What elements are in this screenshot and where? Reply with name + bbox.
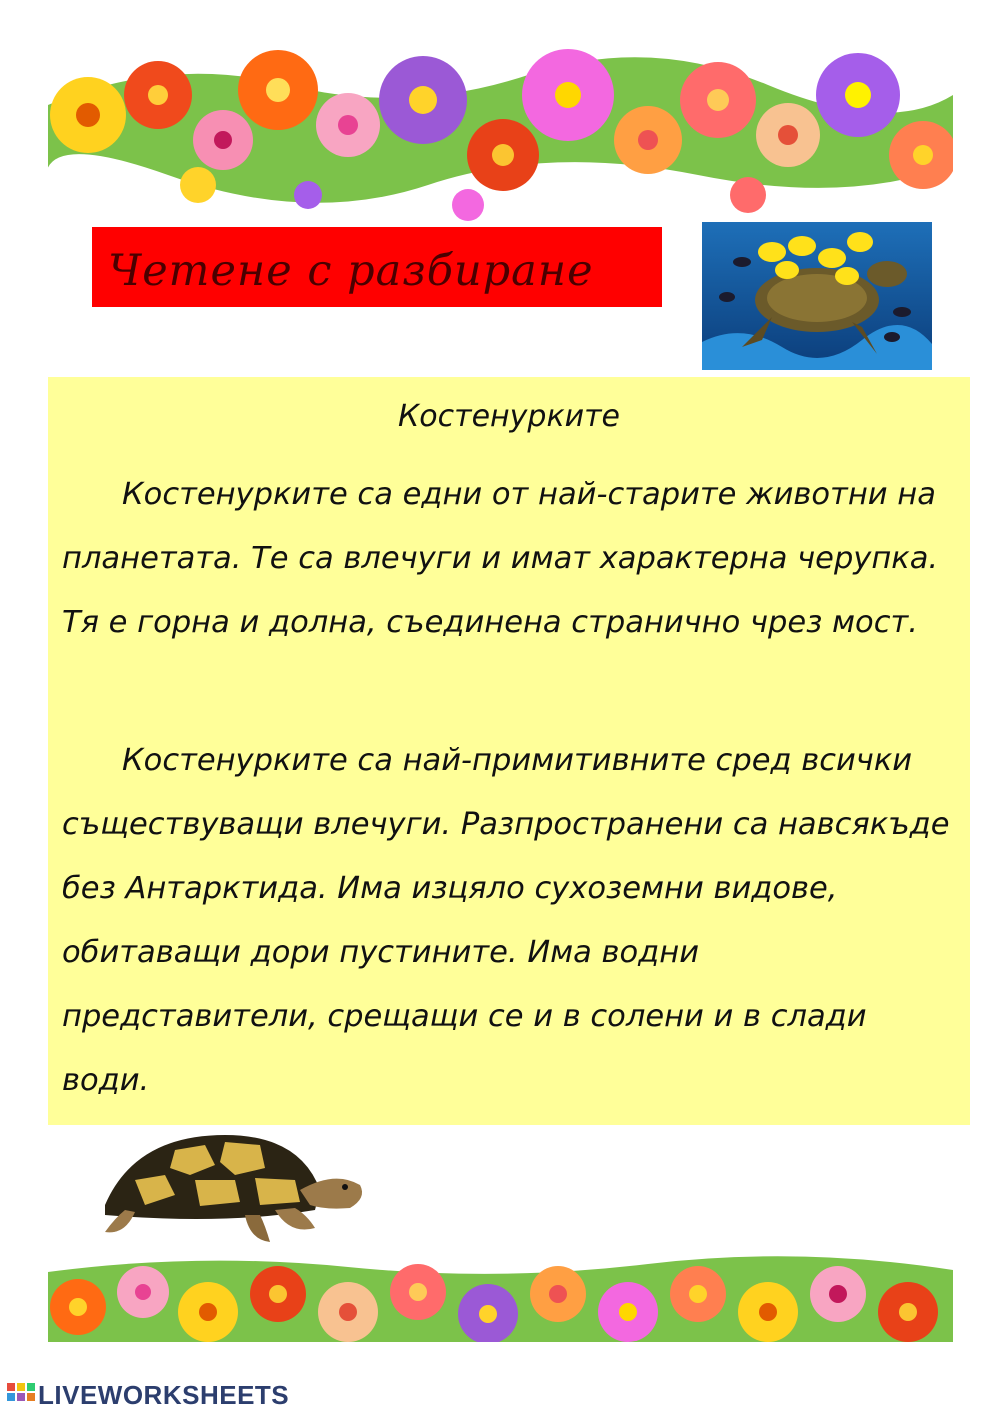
story-paragraph: Костенурките са едни от най-старите животни на планетата. Те са влечуги и имат характерна черупка. Тя е горна и долна, съединена странично чрез мост.	[62, 477, 939, 640]
flower-banner-bottom	[48, 1252, 953, 1342]
title-box	[92, 227, 662, 307]
brand-name: LIVEWORKSHEETS	[38, 1379, 290, 1410]
story-paragraph: Костенурките са най-примитивните сред всички съществуващи влечуги. Разпространени са навсякъде без Антарктида. Има изцяло сухоземни видове, обитаващи дори пустините. Има водни представители, срещащи се и в солени и в слади води.	[62, 743, 950, 1098]
story-panel	[48, 377, 970, 1125]
page-title: Четене с разбиране	[108, 246, 594, 296]
story-title: Костенурките	[397, 399, 621, 434]
tortoise-photo	[75, 1120, 375, 1255]
logo-cubes-icon	[6, 1382, 36, 1408]
sea-turtle-photo	[702, 222, 932, 370]
liveworksheets-logo[interactable]	[6, 1380, 289, 1410]
flower-banner-top	[48, 45, 953, 225]
